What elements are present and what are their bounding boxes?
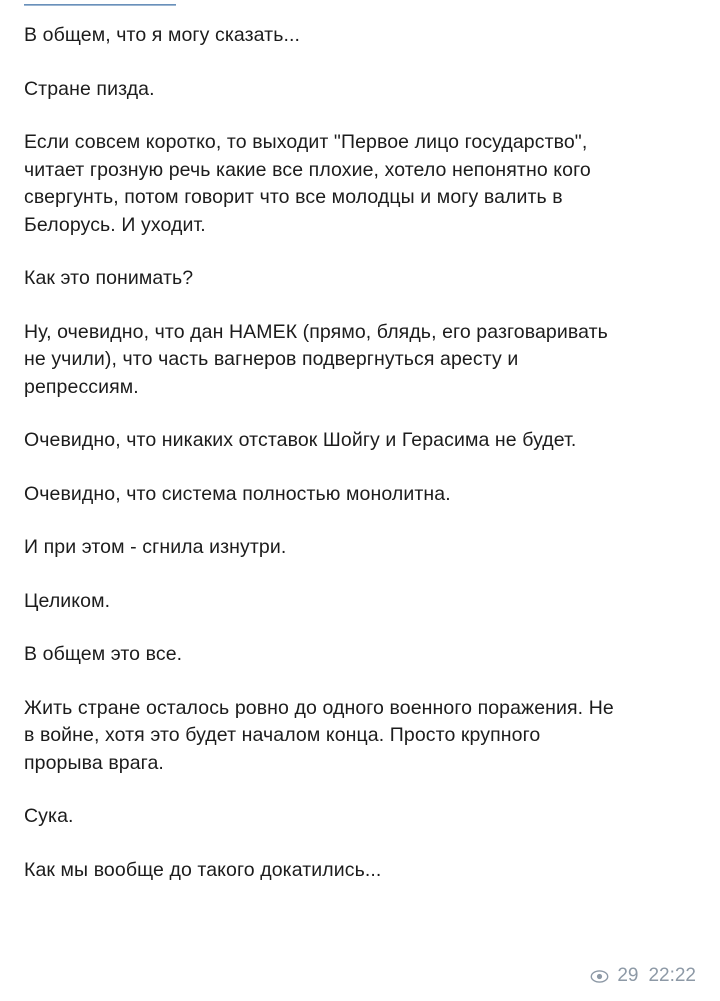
post-paragraph: Очевидно, что никаких отставок Шойгу и Герасима не будет.	[24, 429, 577, 451]
post-paragraph: Как это понимать?	[24, 267, 194, 289]
post-paragraph: И при этом - сгнила изнутри.	[24, 536, 287, 558]
message-meta	[590, 965, 696, 987]
post-paragraph: В общем это все.	[24, 643, 183, 665]
clipped-header-text: ————————	[24, 0, 176, 15]
post-paragraph: Если совсем коротко, то выходит "Первое лицо государство", читает грозную речь какие все плохие, хотело непонятно кого свергунть, потом говорит что все молодцы и могу валить в Белорусь. И уходит.	[24, 131, 591, 236]
view-count: 29	[617, 965, 639, 986]
post-paragraph: Стране пизда.	[24, 77, 155, 100]
post-paragraph: Очевидно, что система полностью монолитна.	[24, 482, 451, 505]
message-timestamp: 22:22	[648, 965, 696, 986]
post-paragraph: Ну, очевидно, что дан НАМЕК (прямо, блядь, его разговаривать не учили), что часть вагнеров подвергнуться аресту и репрессиям.	[24, 320, 608, 398]
post-paragraph: Как мы вообще до такого докатились...	[24, 858, 382, 881]
post-paragraph: Жить стране осталось ровно до одного военного поражения. Не в войне, хотя это будет началом конца. Просто крупного прорыва врага.	[24, 696, 614, 774]
eye-icon	[590, 967, 609, 986]
post-paragraph: В общем, что я могу сказать...	[24, 24, 301, 46]
post-paragraph: Сука.	[24, 805, 74, 827]
post-paragraph: Целиком.	[24, 589, 111, 612]
